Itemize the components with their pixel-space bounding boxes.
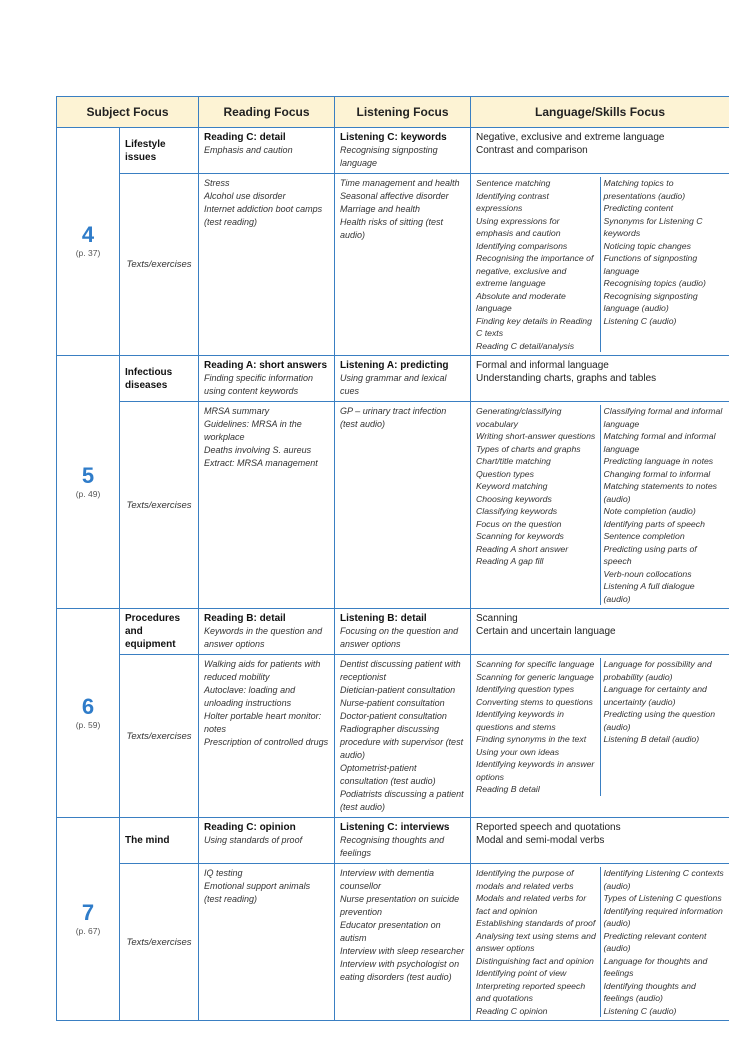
unit-page-ref: (p. 49) <box>75 488 101 499</box>
skills-subtable <box>473 405 727 605</box>
header-subject-focus: Subject Focus <box>57 97 199 128</box>
text-line: Analysing text using stems and answer options <box>476 930 596 953</box>
reading-skills-list <box>473 177 600 352</box>
text-line: Matching topics to presentations (audio) <box>603 178 686 201</box>
text-line: Choosing keywords <box>476 493 552 504</box>
reading-focus-desc: Emphasis and caution <box>204 145 293 155</box>
unit-page-ref: (p. 59) <box>75 719 101 730</box>
text-line: Listening C (audio) <box>603 315 677 326</box>
texts-exercises-label: Texts/exercises <box>120 402 199 609</box>
listening-skills-list <box>600 658 727 796</box>
text-line: Holter portable heart monitor: notes <box>204 711 322 734</box>
header-row <box>57 97 730 128</box>
skills-cell <box>471 864 729 1021</box>
text-line: Classifying keywords <box>476 506 558 516</box>
reading-skills-list <box>473 867 600 1017</box>
text-line: Matching formal and informal language <box>603 431 716 454</box>
text-line: Health risks of sitting (test audio) <box>340 217 444 240</box>
language-focus-item: Understanding charts, graphs and tables <box>476 373 657 384</box>
text-line: Identifying question types <box>476 684 575 694</box>
listening-focus-title: Listening C: interviews <box>340 822 450 833</box>
text-line: Identifying contrast expressions <box>476 190 549 213</box>
texts-exercises-label: Texts/exercises <box>120 174 199 356</box>
text-line: Verb-noun collocations <box>603 568 692 579</box>
unit-page-ref: (p. 37) <box>75 248 101 258</box>
unit-number-cell <box>57 818 120 1021</box>
listening-focus-cell <box>335 356 471 402</box>
text-line: Classifying formal and informal language <box>603 406 723 429</box>
text-line: (test reading) <box>204 894 258 904</box>
language-focus-cell <box>471 609 729 655</box>
syllabus-page <box>56 96 729 1045</box>
listening-focus-title: Listening A: predicting <box>340 360 449 371</box>
unit-number: 7 <box>81 899 95 925</box>
text-line: Scanning for keywords <box>476 531 564 541</box>
reading-skills-list <box>473 658 600 796</box>
skills-cell <box>471 402 729 609</box>
language-focus-cell <box>471 356 729 402</box>
text-line: Matching statements to notes (audio) <box>603 481 717 504</box>
reading-skills-list <box>473 405 600 605</box>
text-line: Reading C opinion <box>476 1005 548 1016</box>
text-line: Dentist discussing patient with receptionist <box>340 659 461 682</box>
text-line: Reading C detail/analysis <box>476 340 575 351</box>
syllabus-table <box>56 96 729 1021</box>
unit-row-7 <box>57 818 730 864</box>
text-line: Keyword matching <box>476 481 548 491</box>
reading-focus-cell <box>199 356 335 402</box>
reading-focus-title: Reading A: short answers <box>204 360 328 371</box>
text-line: Podiatrists discussing a patient (test audio) <box>340 789 464 812</box>
header-language-skills-focus: Language/Skills Focus <box>471 97 729 128</box>
text-line: Listening A full dialogue (audio) <box>603 581 695 604</box>
text-line: Interview with psychologist on eating disorders (test audio) <box>340 959 460 982</box>
skills-subrow <box>473 867 727 1017</box>
text-line: Interview with dementia counsellor <box>340 868 435 891</box>
text-line: Educator presentation on autism <box>340 920 441 943</box>
reading-focus-cell <box>199 609 335 655</box>
text-line: Optometrist-patient consultation (test audio) <box>340 763 436 786</box>
reading-texts-cell <box>199 402 335 609</box>
language-focus-item: Modal and semi-modal verbs <box>476 835 605 846</box>
listening-skills-list <box>600 405 727 605</box>
text-line: Radiographer discussing procedure with supervisor (test audio) <box>340 724 464 760</box>
text-line: Guidelines: MRSA in the workplace <box>204 419 302 442</box>
text-line: Emotional support animals <box>204 881 311 891</box>
listening-texts-cell <box>335 174 471 356</box>
text-line: Listening B detail (audio) <box>603 734 700 744</box>
text-line: Predicting content <box>603 203 674 213</box>
listening-focus-cell <box>335 818 471 864</box>
text-line: Internet addiction boot camps <box>204 204 323 214</box>
unit-topic: Procedures and equipment <box>120 609 199 655</box>
text-line: Nurse-patient consultation <box>340 698 445 708</box>
text-line: Identifying parts of speech <box>603 518 705 529</box>
unit-row-5 <box>57 356 730 402</box>
skills-subtable <box>473 867 727 1017</box>
skills-subrow <box>473 177 727 352</box>
unit-number: 6 <box>81 693 95 719</box>
language-focus-item: Certain and uncertain language <box>476 626 616 637</box>
text-line: Establishing standards of proof <box>476 918 596 928</box>
text-line: Functions of signposting language <box>603 253 698 276</box>
text-line: Prescription of controlled drugs <box>204 737 329 747</box>
text-line: Focus on the question <box>476 518 562 529</box>
listening-skills-list <box>600 177 727 352</box>
text-line: Changing formal to informal <box>603 468 711 479</box>
header-listening-focus: Listening Focus <box>335 97 471 128</box>
text-line: Chart/title matching <box>476 456 551 466</box>
text-line: Language for certainty and uncertainty (audio) <box>603 684 707 707</box>
listening-focus-cell <box>335 609 471 655</box>
text-line: Question types <box>476 468 534 479</box>
text-line: Nurse presentation on suicide prevention <box>340 894 460 917</box>
text-line: Synonyms for Listening C keywords <box>603 215 703 238</box>
language-focus-cell <box>471 818 729 864</box>
text-line: Listening C (audio) <box>603 1005 677 1016</box>
text-line: Modals and related verbs for fact and opinion <box>476 893 587 916</box>
reading-focus-desc: Using standards of proof <box>204 835 303 845</box>
reading-focus-title: Reading B: detail <box>204 613 286 624</box>
text-line: Converting stems to questions <box>476 696 593 707</box>
reading-texts-cell <box>199 864 335 1021</box>
text-line: Language for thoughts and feelings <box>603 955 708 978</box>
text-line: Using your own ideas <box>476 746 560 757</box>
text-line: Scanning for generic language <box>476 671 594 682</box>
listening-focus-desc: Using grammar and lexical cues <box>340 373 447 396</box>
texts-exercises-label: Texts/exercises <box>120 655 199 818</box>
listening-texts-cell <box>335 655 471 818</box>
header-reading-focus: Reading Focus <box>199 97 335 128</box>
reading-focus-desc: Keywords in the question and answer options <box>204 626 323 649</box>
reading-focus-cell <box>199 128 335 174</box>
unit-page-ref: (p. 67) <box>75 925 101 936</box>
reading-texts-cell <box>199 174 335 356</box>
text-line: Predicting relevant content (audio) <box>603 930 707 953</box>
text-line: Interpreting reported speech and quotations <box>476 980 586 1003</box>
text-line: Recognising the importance of negative, exclusive and extreme language <box>476 253 594 288</box>
texts-row-7 <box>57 864 730 1021</box>
text-line: Stress <box>204 178 230 188</box>
unit-row-6 <box>57 609 730 655</box>
text-line: Sentence matching <box>476 178 551 188</box>
unit-topic: Infectious diseases <box>120 356 199 402</box>
text-line: Recognising topics (audio) <box>603 278 706 288</box>
text-line: Types of Listening C questions <box>603 893 722 903</box>
unit-number: 4 <box>81 222 95 247</box>
text-line: Scanning for specific language <box>476 659 595 669</box>
listening-skills-list <box>600 867 727 1017</box>
language-focus-item: Formal and informal language <box>476 360 609 371</box>
text-line: Interview with sleep researcher <box>340 946 465 956</box>
text-line: Identifying keywords in questions and stems <box>476 709 564 732</box>
unit-number-cell <box>57 128 120 356</box>
text-line: Recognising signposting language (audio) <box>603 290 698 313</box>
text-line: Extract: MRSA management <box>204 458 318 468</box>
text-line: Finding synonyms in the text <box>476 734 587 744</box>
text-line: Using expressions for emphasis and caution <box>476 215 561 238</box>
skills-cell <box>471 174 729 356</box>
skills-subrow <box>473 658 727 796</box>
listening-texts-cell <box>335 864 471 1021</box>
text-line: Reading A gap fill <box>476 556 544 566</box>
text-line: Reading B detail <box>476 784 540 794</box>
text-line: Absolute and moderate language <box>476 290 566 313</box>
listening-texts-cell <box>335 402 471 609</box>
text-line: Identifying Listening C contexts (audio) <box>603 868 724 891</box>
listening-focus-desc: Focusing on the question and answer options <box>340 626 459 649</box>
text-line: Language for possibility and probability (audio) <box>603 659 712 682</box>
language-focus-item: Scanning <box>476 613 518 624</box>
listening-focus-desc: Recognising signposting language <box>340 145 438 168</box>
text-line: Identifying comparisons <box>476 240 568 251</box>
unit-topic: Lifestyle issues <box>120 128 199 174</box>
unit-topic: The mind <box>120 818 199 864</box>
language-focus-item: Reported speech and quotations <box>476 822 621 833</box>
skills-cell <box>471 655 729 818</box>
skills-subtable <box>473 177 727 352</box>
text-line: Sentence completion <box>603 531 685 541</box>
text-line: Types of charts and graphs <box>476 443 581 454</box>
reading-focus-title: Reading C: opinion <box>204 822 296 833</box>
text-line: Time management and health <box>340 178 460 188</box>
text-line: Reading A short answer <box>476 543 569 554</box>
reading-texts-cell <box>199 655 335 818</box>
text-line: Identifying required information (audio) <box>603 905 723 928</box>
reading-focus-title: Reading C: detail <box>204 132 286 143</box>
text-line: Alcohol use disorder <box>204 191 286 201</box>
texts-row-6 <box>57 655 730 818</box>
text-line: Noticing topic changes <box>603 240 691 251</box>
text-line: Predicting language in notes <box>603 456 714 466</box>
text-line: Writing short-answer questions <box>476 431 596 441</box>
text-line: Deaths involving S. aureus <box>204 445 312 455</box>
texts-row-5 <box>57 402 730 609</box>
skills-subtable <box>473 658 727 796</box>
text-line: Identifying point of view <box>476 968 567 978</box>
text-line: Marriage and health <box>340 204 421 214</box>
text-line: Generating/classifying vocabulary <box>476 406 562 429</box>
text-line: Finding key details in Reading C texts <box>476 315 592 338</box>
text-line: Identifying the purpose of modals and related verbs <box>476 868 574 891</box>
listening-focus-title: Listening B: detail <box>340 613 427 624</box>
language-focus-cell <box>471 128 729 174</box>
text-line: Dietician-patient consultation <box>340 685 456 695</box>
text-line: (test reading) <box>204 217 258 227</box>
text-line: Seasonal affective disorder <box>340 191 449 201</box>
reading-focus-cell <box>199 818 335 864</box>
unit-number-cell <box>57 356 120 609</box>
text-line: Identifying thoughts and feelings (audio) <box>603 980 696 1003</box>
text-line: Predicting using the question (audio) <box>603 709 716 732</box>
texts-row-4 <box>57 174 730 356</box>
text-line: Doctor-patient consultation <box>340 711 447 721</box>
text-line: Autoclave: loading and unloading instructions <box>204 685 296 708</box>
text-line: MRSA summary <box>204 406 270 416</box>
text-line: Distinguishing fact and opinion <box>476 955 594 966</box>
language-focus-item: Contrast and comparison <box>476 145 588 156</box>
text-line: IQ testing <box>204 868 243 878</box>
skills-subrow <box>473 405 727 605</box>
text-line: Identifying keywords in answer options <box>476 759 595 782</box>
texts-exercises-label: Texts/exercises <box>120 864 199 1021</box>
unit-number-cell <box>57 609 120 818</box>
listening-focus-cell <box>335 128 471 174</box>
unit-row-4 <box>57 128 730 174</box>
text-line: Predicting using parts of speech <box>603 543 697 566</box>
language-focus-item: Negative, exclusive and extreme language <box>476 132 665 143</box>
listening-focus-title: Listening C: keywords <box>340 132 447 143</box>
text-line: Walking aids for patients with reduced mobility <box>204 659 321 682</box>
unit-number: 5 <box>81 462 95 488</box>
reading-focus-desc: Finding specific information using content keywords <box>204 373 314 396</box>
text-line: Note completion (audio) <box>603 506 696 516</box>
listening-focus-desc: Recognising thoughts and feelings <box>340 835 445 858</box>
text-line: GP – urinary tract infection (test audio) <box>340 406 447 429</box>
